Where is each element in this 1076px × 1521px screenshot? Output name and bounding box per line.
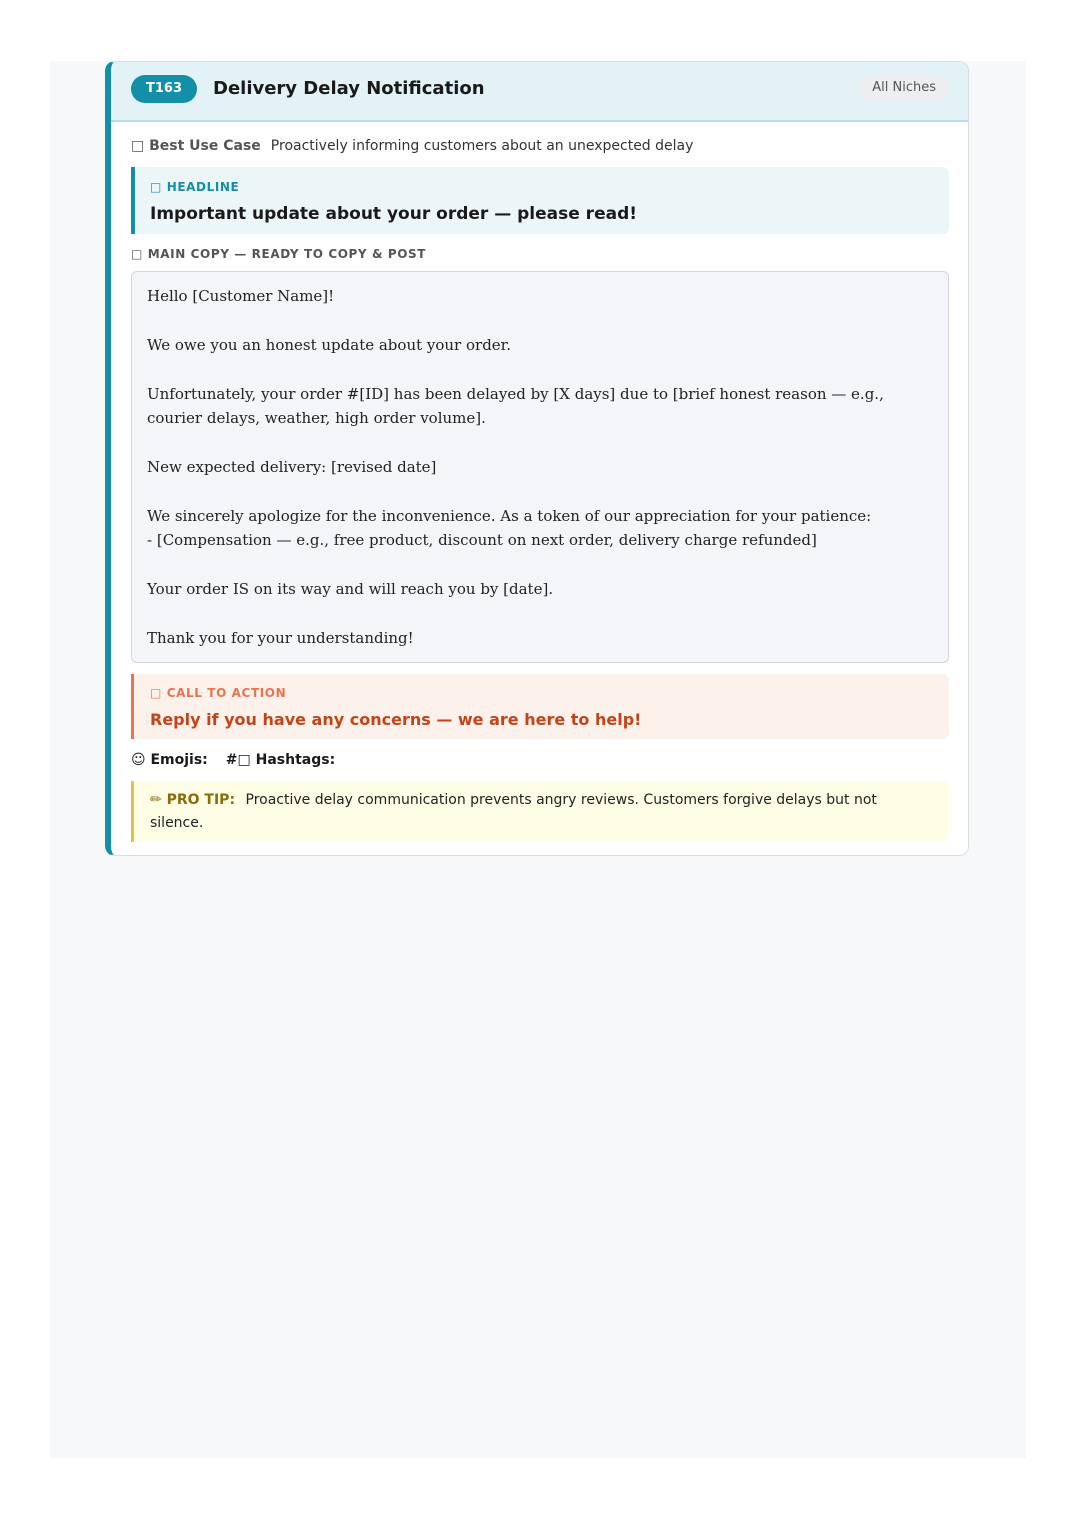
pro-tip-text: Proactive delay communication prevents angry reviews. Customers forgive delays but not silence. bbox=[150, 792, 877, 831]
copy-paragraph: We owe you an honest update about your order. bbox=[147, 335, 511, 354]
main-copy-box[interactable] bbox=[131, 271, 949, 663]
headline-section bbox=[131, 167, 949, 234]
copy-paragraph: Hello [Customer Name]! bbox=[147, 287, 335, 305]
copy-paragraph: - [Compensation — e.g., free product, discount on next order, delivery charge refunded] bbox=[147, 531, 817, 549]
hashtags-label: #□ Hashtags: bbox=[225, 752, 336, 768]
cta-text: Reply if you have any concerns — we are here to help! bbox=[150, 710, 642, 729]
use-case-label: Best Use Case bbox=[149, 138, 261, 154]
main-copy-tag: □ MAIN COPY — READY TO COPY & POST bbox=[131, 247, 427, 261]
headline-tag: □ HEADLINE bbox=[150, 180, 240, 194]
copy-paragraph: New expected delivery: [revised date] bbox=[147, 457, 437, 476]
template-id-badge: T163 bbox=[131, 75, 197, 103]
copy-paragraph: Thank you for your understanding! bbox=[147, 628, 414, 647]
copy-paragraph: Your order IS on its way and will reach you by [date]. bbox=[147, 579, 554, 598]
copy-paragraph: Unfortunately, your order #[ID] has been delayed by [X days] due to [brief honest reason — e.g., courier delays, weather, high order volume]. bbox=[147, 384, 884, 427]
cta-tag: □ CALL TO ACTION bbox=[150, 686, 287, 700]
emojis-label: ☺ Emojis: bbox=[131, 752, 208, 768]
pro-tip-label: ✏ PRO TIP: bbox=[150, 792, 236, 808]
pro-tip-section bbox=[131, 781, 949, 842]
template-title: Delivery Delay Notification bbox=[213, 78, 485, 99]
target-icon: □ bbox=[131, 138, 145, 154]
template-card bbox=[105, 61, 969, 856]
use-case-row bbox=[131, 136, 693, 156]
meta-row bbox=[131, 750, 335, 770]
headline-text: Important update about your order — please read! bbox=[150, 204, 637, 224]
use-case-text: Proactively informing customers about an unexpected delay bbox=[270, 138, 694, 154]
call-to-action-section bbox=[131, 674, 949, 739]
copy-paragraph: We sincerely apologize for the inconvenience. As a token of our appreciation for your patience: bbox=[147, 506, 872, 525]
niche-badge: All Niches bbox=[859, 74, 949, 102]
card-header bbox=[111, 62, 968, 122]
